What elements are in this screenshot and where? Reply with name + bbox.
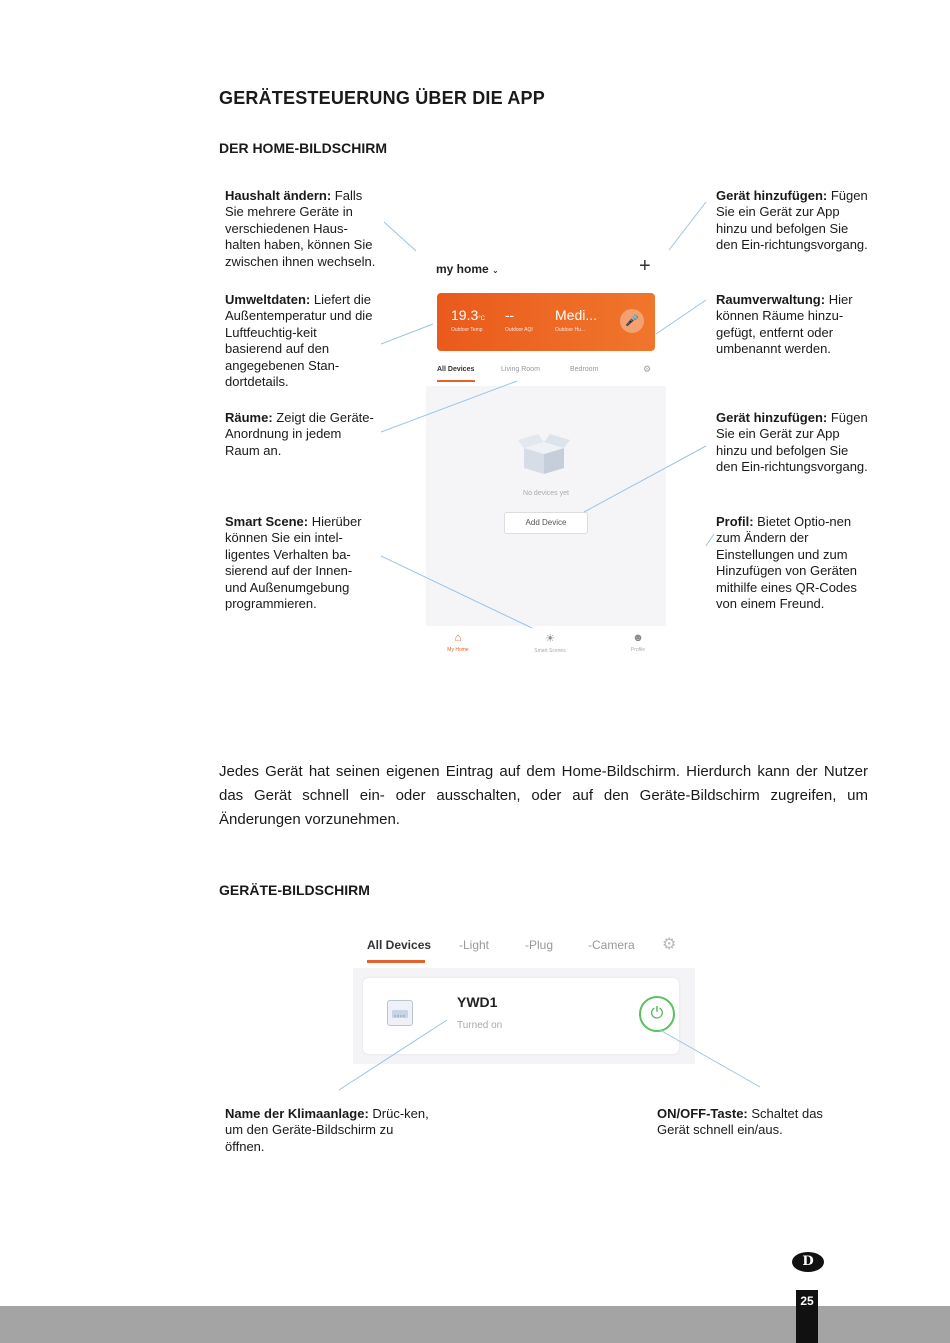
annotation-label: Gerät hinzufügen: (716, 410, 828, 425)
outdoor-aqi-value: -- (505, 307, 515, 323)
profile-icon: ☻ (632, 632, 644, 644)
tab-light[interactable]: -Light (459, 938, 490, 952)
annotation-text: Drüc-ken, um den Geräte-Bildschirm zu öffnen. (225, 1106, 429, 1154)
power-button[interactable] (639, 996, 675, 1032)
gear-icon[interactable]: ⚙ (643, 364, 652, 374)
device-name[interactable]: YWD1 (457, 994, 498, 1010)
device-card[interactable] (363, 978, 679, 1054)
annotation-text: Bietet Optio-nen zum Ändern der Einstellungen und zum Hinzufügen von Geräten mithilfe eines QR-Codes von einem Freund. (716, 514, 857, 612)
microphone-icon[interactable]: 🎤 (620, 309, 644, 333)
household-name: my home (436, 262, 489, 276)
home-screen-screenshot (426, 248, 666, 664)
gear-icon[interactable]: ⚙ (662, 936, 677, 953)
annotation-label: Gerät hinzufügen: (716, 188, 828, 203)
weather-card[interactable] (437, 293, 655, 351)
outdoor-temp-label: Outdoor Temp (451, 327, 483, 333)
device-list-panel (353, 968, 695, 1064)
outdoor-humidity-label: Outdoor Hu... (555, 327, 586, 333)
annotation-profile (716, 514, 868, 612)
nav-label: Smart Scenes (534, 648, 566, 654)
device-status: Turned on (457, 1020, 503, 1031)
annotation-text: Fügen Sie ein Gerät zur App hinzu und befolgen Sie den Ein-richtungsvorgang. (716, 410, 868, 475)
home-icon: ⌂ (454, 632, 462, 644)
add-device-button[interactable]: Add Device (504, 512, 588, 534)
power-icon: ⏻ (650, 1005, 664, 1022)
nav-label: Profile (630, 647, 646, 653)
annotation-text: Zeigt die Geräte-Anordnung in jedem Raum an. (225, 410, 374, 458)
section-title-home: DER HOME-BILDSCHIRM (219, 140, 387, 156)
annotation-label: Smart Scene: (225, 514, 309, 529)
annotation-add-device-middle (716, 410, 868, 476)
annotation-label: Räume: (225, 410, 273, 425)
annotation-text: Hierüber können Sie ein intel-ligentes Verhalten ba-sierend auf der Innen- und Außenumgebung programmieren. (225, 514, 362, 612)
annotation-text: Falls Sie mehrere Geräte in verschiedenen Haus-halten haben, können Sie zwischen ihnen wechseln. (225, 188, 376, 269)
leader-line (384, 222, 416, 251)
annotation-text: Fügen Sie ein Gerät zur App hinzu und befolgen Sie den Ein-richtungsvorgang. (716, 188, 868, 253)
annotation-label: Profil: (716, 514, 754, 529)
ac-unit-icon (388, 1001, 412, 1025)
annotation-label: Name der Klimaanlage: (225, 1106, 369, 1121)
device-category-tabs (355, 930, 695, 970)
annotation-text: Liefert die Außentemperatur und die Luftfeuchtig-keit basierend auf den angegebenen Stan-dortdetails. (225, 292, 373, 390)
no-devices-text: No devices yet (523, 490, 569, 497)
outdoor-aqi-label: Outdoor AQI (505, 327, 533, 333)
tab-plug[interactable]: -Plug (525, 938, 554, 952)
room-tabs (426, 362, 666, 384)
device-list-area (426, 386, 666, 626)
body-paragraph: Jedes Gerät hat seinen eigenen Eintrag auf dem Home-Bildschirm. Hierdurch kann der Nutzer das Gerät schnell ein- oder ausschalten, oder auf den Geräte-Bildschirm zugreifen, um Änderungen vorzunehmen. (219, 763, 868, 828)
leader-line (669, 202, 706, 250)
tab-all-devices[interactable]: All Devices (437, 366, 475, 373)
annotation-ac-name (225, 1106, 430, 1155)
page-title: GERÄTESTEUERUNG ÜBER DIE APP (219, 88, 545, 108)
annotation-room-management (716, 292, 868, 358)
annotation-label: ON/OFF-Taste: (657, 1106, 748, 1121)
annotation-on-off (657, 1106, 847, 1139)
active-tab-underline (437, 380, 475, 382)
annotation-change-household (225, 188, 377, 270)
nav-smart-scenes[interactable] (520, 632, 580, 654)
language-badge: D (792, 1252, 824, 1272)
tab-bedroom[interactable]: Bedroom (570, 366, 599, 373)
air-conditioner-icon (387, 1000, 413, 1026)
temp-number: 19.3 (451, 307, 479, 323)
temp-unit: °C (478, 316, 485, 322)
outdoor-temp-value (451, 307, 485, 323)
household-selector[interactable] (436, 262, 499, 276)
tab-camera[interactable]: -Camera (588, 938, 635, 952)
annotation-add-device-top (716, 188, 868, 254)
annotation-label: Raumverwaltung: (716, 292, 826, 307)
nav-label: My Home (447, 647, 469, 653)
empty-box-icon (518, 434, 570, 476)
annotation-text: Schaltet das Gerät schnell ein/aus. (657, 1106, 823, 1138)
annotation-smart-scene (225, 514, 377, 612)
page-number: 25 (796, 1290, 818, 1343)
nav-my-home[interactable] (428, 632, 488, 653)
tab-all-devices[interactable]: All Devices (367, 938, 432, 952)
annotation-environment-data (225, 292, 377, 390)
leader-line (706, 534, 714, 546)
annotation-text: Hier können Räume hinzu-gefügt, entfernt oder umbenannt werden. (716, 292, 853, 357)
annotation-label: Umweltdaten: (225, 292, 311, 307)
annotation-label: Haushalt ändern: (225, 188, 332, 203)
sun-icon: ☀ (545, 633, 555, 645)
nav-profile[interactable] (608, 632, 668, 653)
section-title-device: GERÄTE-BILDSCHIRM (219, 882, 370, 898)
chevron-down-icon: ⌄ (492, 266, 499, 275)
annotation-rooms (225, 410, 377, 459)
plus-icon[interactable]: + (639, 255, 651, 277)
outdoor-humidity-value: Medi... (555, 307, 598, 323)
active-tab-underline (367, 960, 425, 963)
tab-living-room[interactable]: Living Room (501, 366, 540, 373)
bottom-navigation (426, 628, 666, 664)
